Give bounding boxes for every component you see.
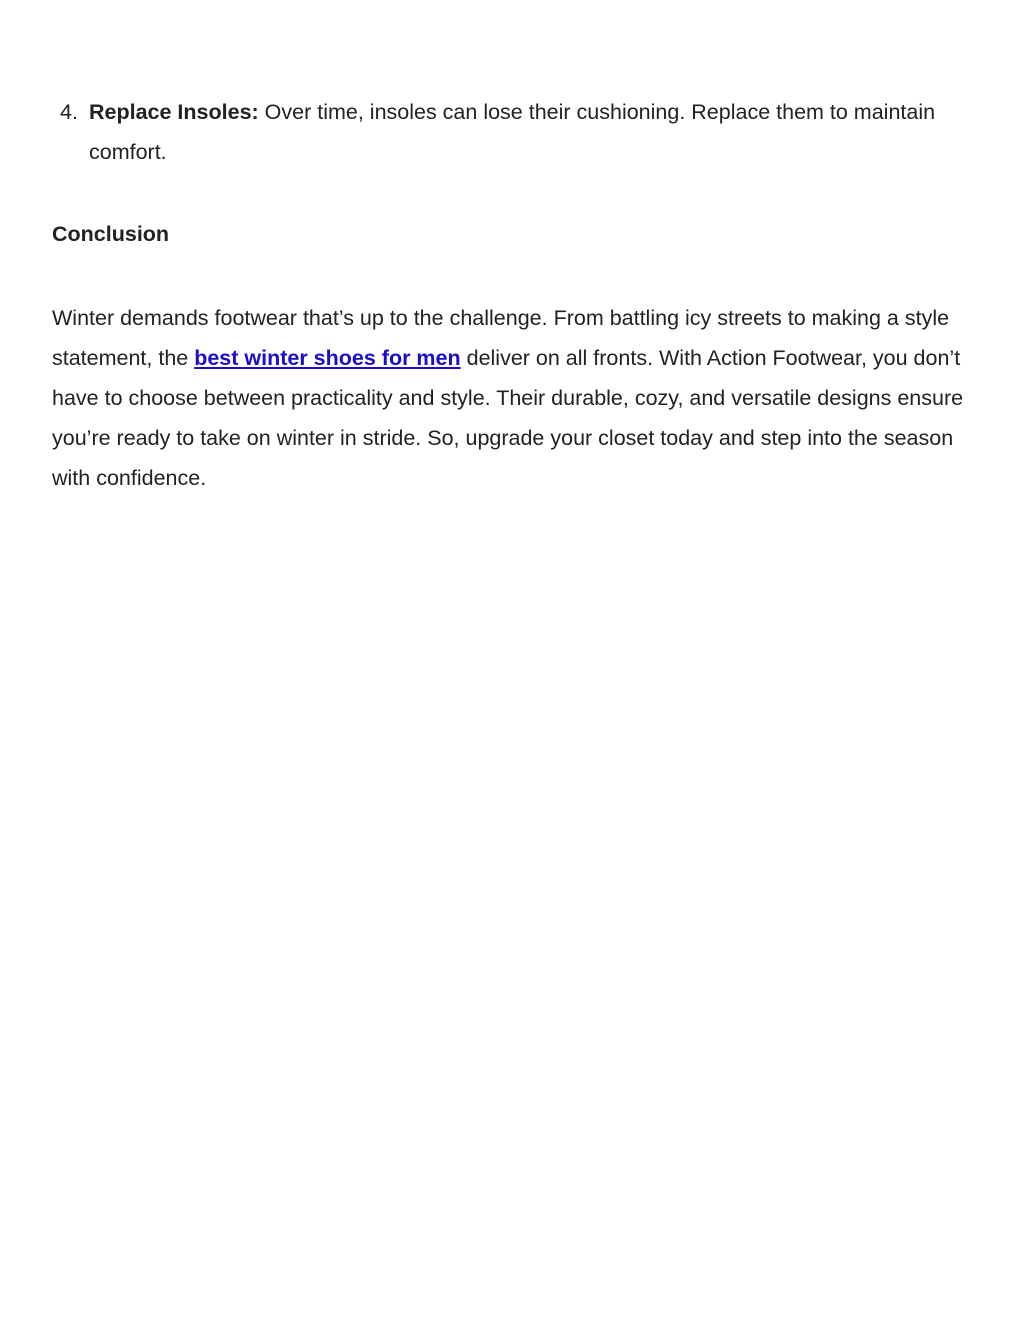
conclusion-paragraph <box>52 298 982 498</box>
best-winter-shoes-link[interactable]: best winter shoes for men <box>194 346 461 370</box>
paragraph-text-after-link: deliver on all fronts. With Action Footwear, you don’t have to choose between practicality and style. Their durable, cozy, and versatile designs ensure you’re ready to take on winter in stride. So, upgrade your closet today and step into the season with confidence. <box>52 346 964 490</box>
list-item-text: Over time, insoles can lose their cushioning. Replace them to maintain comfort. <box>89 100 936 164</box>
list-item-replace-insoles <box>52 92 987 172</box>
list-number: 4. <box>60 100 78 124</box>
list-item-body <box>89 92 987 172</box>
list-item-term: Replace Insoles: <box>89 100 259 124</box>
paragraph-text-before-link: Winter demands footwear that’s up to the challenge. From battling icy streets to making a style statement, the <box>52 306 950 370</box>
conclusion-heading: Conclusion <box>52 222 170 246</box>
